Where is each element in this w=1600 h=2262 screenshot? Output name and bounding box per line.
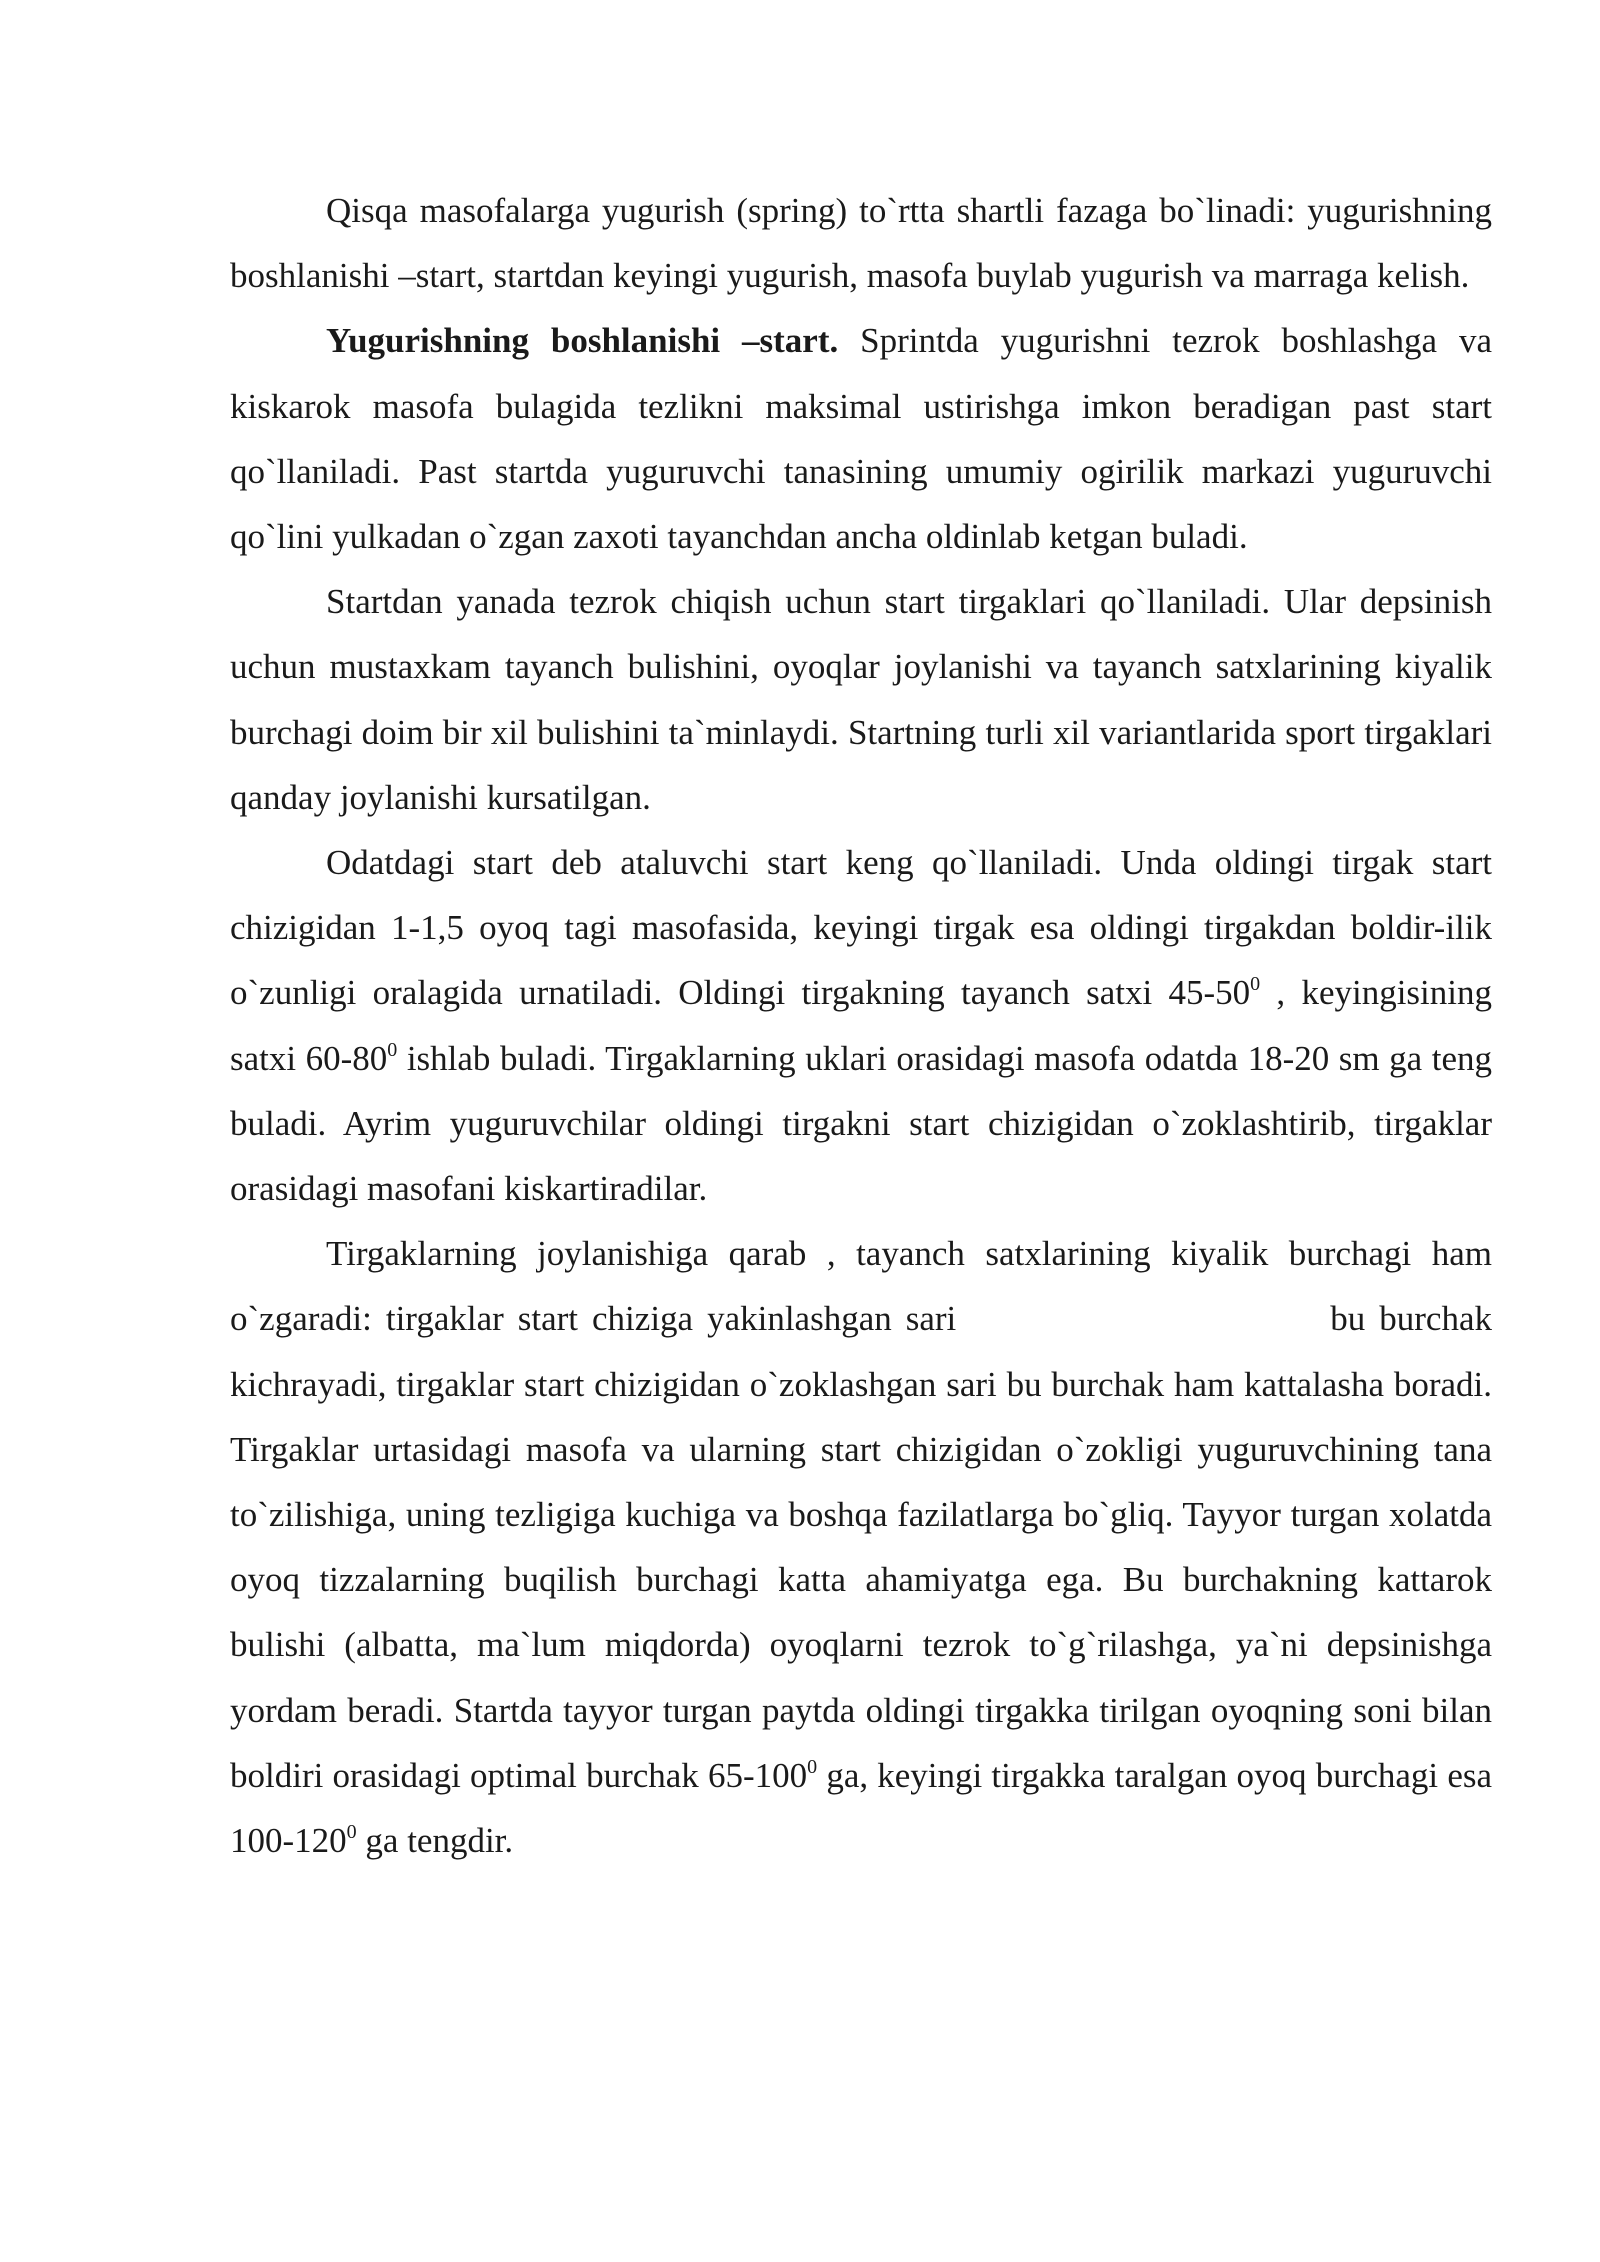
degree-superscript: 0: [346, 1821, 357, 1844]
paragraph-block-placement: [230, 1221, 1492, 1873]
paragraph-text: Sprintda yugurishni tezrok boshlashga va kiskarok masofa bulagida tezlikni maksimal ustirishga imkon beradigan past start qo`llaniladi. Past startda yuguruvchi tanasining umumiy ogirilik markazi yuguruvchi qo`lini yulkadan o`zgan zaxoti tayanchdan ancha oldinlab ketgan buladi.: [230, 321, 1492, 557]
paragraph-text: Startdan yanada tezrok chiqish uchun start tirgaklari qo`llaniladi. Ular depsinish uchun mustaxkam tayanch bulishini, oyoqlar joylanishi va tayanch satxlarining kiyalik burchagi doim bir xil bulishini ta`minlaydi. Startning turli xil variantlarida sport tirgaklari qanday joylanishi kursatilgan.: [230, 582, 1492, 817]
paragraph-text: ga, keyingi tirgakka taralgan oyoq burchagi esa 100-120: [230, 1755, 1493, 1861]
paragraph-text: , keyingisining satxi 60-80: [230, 973, 1492, 1078]
degree-superscript: 0: [1250, 973, 1261, 996]
paragraph-text: Qisqa masofalarga yugurish (spring) to`rtta shartli fazaga bo`linadi: yugurishning boshlanishi –start, startdan keyingi yugurish, masofa buylab yugurish va marraga kelish.: [230, 191, 1492, 296]
paragraph-starting-blocks: [230, 569, 1492, 830]
paragraph-text: Tirgaklarning joylanishiga qarab , tayanch satxlarining kiyalik burchagi ham o`zgaradi: tirgaklar start chiziga yakinlashgan sari: [230, 1234, 1492, 1339]
paragraph-text: bu burchak kichrayadi, tirgaklar start chizigidan o`zoklashgan sari bu burchak ham kattalasha boradi. Tirgaklar urtasidagi masofa va ularning start chizigidan o`zokligi yuguruvchining tana to`zilishiga, uning tezligiga kuchiga va boshqa fazilatlarga bo`gliq. Tayyor turgan xolatda oyoq tizzalarning buqilish burchagi katta ahamiyatga ega. Bu burchakning kattarok bulishi (albatta, ma`lum miqdorda) oyoqlarni tezrok to`g`rilashga, ya`ni depsinishga yordam beradi. Startda tayyor turgan paytda oldingi tirgakka tirilgan oyoqning soni bilan boldiri orasidagi optimal burchak 65-100: [230, 1299, 1492, 1795]
degree-superscript: 0: [387, 1038, 398, 1061]
paragraph-text: ishlab buladi. Tirgaklarning uklari orasidagi masofa odatda 18-20 sm ga teng buladi. Ayrim yuguruvchilar oldingi tirgakni start chizigidan o`zoklashtirib, tirgaklar orasidagi masofani kiskartiradilar.: [230, 1038, 1492, 1209]
paragraph-text: ga tengdir.: [356, 1821, 514, 1861]
paragraph-ordinary-start: [230, 830, 1492, 1221]
degree-superscript: 0: [807, 1755, 818, 1778]
paragraph-intro: [230, 178, 1492, 308]
paragraph-start: [230, 308, 1492, 569]
paragraph-text: Odatdagi start deb ataluvchi start keng qo`llaniladi. Unda oldingi tirgak start chizigidan 1-1,5 oyoq tagi masofasida, keyingi tirgak esa oldingi tirgakdan boldir-ilik o`zunligi oralagida urnatiladi. Oldingi tirgakning tayanch satxi 45-50: [230, 843, 1492, 1013]
document-page: [230, 178, 1492, 1873]
section-heading: Yugurishning boshlanishi –start.: [326, 321, 839, 361]
